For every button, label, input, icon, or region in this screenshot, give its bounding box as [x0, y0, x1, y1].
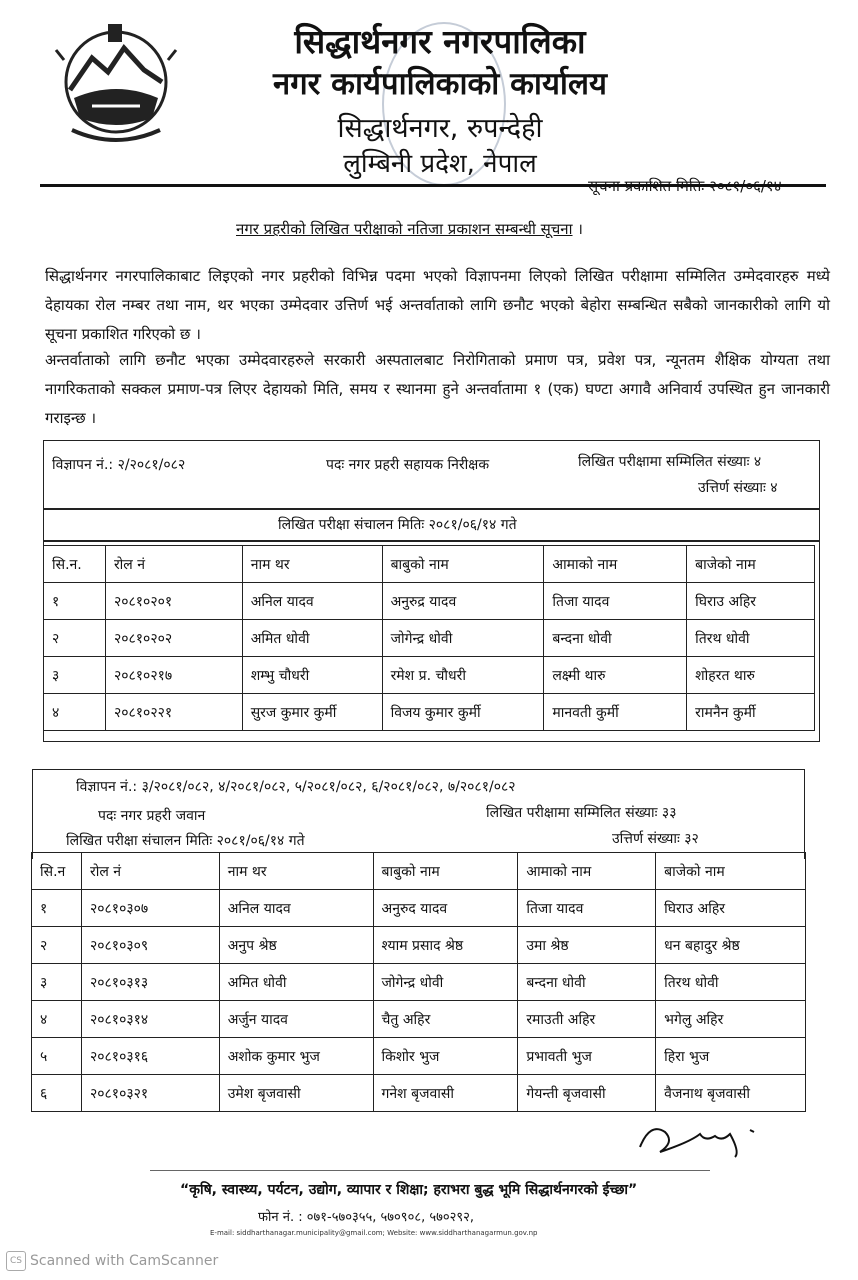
- table-cell: अमित धोवी: [219, 964, 373, 1001]
- table-cell: २: [44, 620, 106, 657]
- footer-divider: [150, 1170, 710, 1171]
- table-cell: बन्दना धोवी: [518, 964, 656, 1001]
- table-cell: सुरज कुमार कुर्मी: [242, 694, 382, 731]
- table-row: [44, 657, 815, 694]
- table1-ad-number: विज्ञापन नं.: २/२०८१/०८२: [52, 457, 186, 473]
- notice-paragraph-1: सिद्धार्थनगर नगरपालिकाबाट लिइएको नगर प्रहरीको विभिन्न पदमा भएको विज्ञापनमा लिएको लिखित परीक्षामा सम्मिलित उम्मेदवारहरु मध्ये देहायका रोल नम्बर तथा नाम, थर भएका उम्मेदवार उत्तिर्ण भई अन्तर्वाताको लागि छनौट भएको बेहोरा सम्बन्धित सबैको जानकारीको लागि यो सूचना प्रकाशित गरिएको छ ।: [45, 267, 830, 343]
- letterhead-district: सिद्धार्थनगर, रुपन्देही: [337, 113, 543, 144]
- table-cell: भगेलु अहिर: [656, 1001, 806, 1038]
- table-cell: ५: [32, 1038, 82, 1075]
- table1-divider: [43, 508, 820, 510]
- table-cell: ४: [32, 1001, 82, 1038]
- table-cell: अनुरुद यादव: [373, 890, 518, 927]
- table-row: [32, 1075, 806, 1112]
- table-cell: गेयन्ती बृजवासी: [518, 1075, 656, 1112]
- table2-appeared-count: लिखित परीक्षामा सम्मिलित संख्याः ३३: [486, 805, 677, 821]
- table-cell: तिजा यादव: [518, 890, 656, 927]
- column-header: रोल नं: [105, 546, 242, 583]
- notice-subject-text: नगर प्रहरीको लिखित परीक्षाको नतिजा प्रकाशन सम्बन्धी सूचना: [236, 220, 573, 238]
- table-cell: प्रभावती भुज: [518, 1038, 656, 1075]
- table-row: [32, 1001, 806, 1038]
- table-cell: अनुप श्रेष्ठ: [219, 927, 373, 964]
- table-cell: जोगेन्द्र धोवी: [382, 620, 544, 657]
- table2-exam-date: लिखित परीक्षा संचालन मितिः २०८१/०६/१४ गते: [66, 833, 305, 849]
- table-cell: अनिल यादव: [219, 890, 373, 927]
- footer-contact: E-mail: siddharthanagar.municipality@gmail.com; Website: www.siddharthanagarmun.gov.np: [210, 1229, 538, 1237]
- table-cell: २०८१०३१३: [81, 964, 219, 1001]
- table-cell: रमाउती अहिर: [518, 1001, 656, 1038]
- table-cell: अनुरुद्र यादव: [382, 583, 544, 620]
- table-cell: २०८१०२२१: [105, 694, 242, 731]
- table-cell: तिरथ धोवी: [687, 620, 815, 657]
- table-cell: ३: [44, 657, 106, 694]
- published-date: सूचना प्रकाशित मितिः २०८१/०६/१४: [588, 177, 782, 195]
- table-cell: तिरथ धोवी: [656, 964, 806, 1001]
- table1-passed-count: उत्तिर्ण संख्याः ४: [698, 480, 778, 496]
- camscanner-text: Scanned with CamScanner: [30, 1253, 219, 1269]
- column-header: बाजेको नाम: [656, 853, 806, 890]
- table-cell: अर्जुन यादव: [219, 1001, 373, 1038]
- table-cell: जोगेन्द्र धोवी: [373, 964, 518, 1001]
- table-cell: विजय कुमार कुर्मी: [382, 694, 544, 731]
- table-cell: घिराउ अहिर: [687, 583, 815, 620]
- table-cell: २०८१०३२१: [81, 1075, 219, 1112]
- column-header: नाम थर: [242, 546, 382, 583]
- table1-divider: [43, 540, 820, 542]
- table-cell: शोहरत थारु: [687, 657, 815, 694]
- notice-paragraph-2: अन्तर्वाताको लागि छनौट भएका उम्मेदवारहरुले सरकारी अस्पतालबाट निरोगिताको प्रमाण पत्र, प्रवेश पत्र, न्यूनतम शैक्षिक योग्यता तथा नागरिकताको सक्कल प्रमाण-पत्र लिएर देहायको मिति, समय र स्थानमा हुने अन्तर्वातामा १ (एक) घण्टा अगावै अनिवार्य उपस्थित हुन जानकारी गराइन्छ ।: [45, 351, 830, 427]
- table-cell: उमा श्रेष्ठ: [518, 927, 656, 964]
- table-row: [44, 583, 815, 620]
- table-cell: हिरा भुज: [656, 1038, 806, 1075]
- table-cell: २०८१०२१७: [105, 657, 242, 694]
- table-cell: शम्भु चौधरी: [242, 657, 382, 694]
- column-header: आमाको नाम: [544, 546, 687, 583]
- table-row: [32, 927, 806, 964]
- table-row: [44, 694, 815, 731]
- table-cell: रामनैन कुर्मी: [687, 694, 815, 731]
- table-cell: धन बहादुर श्रेष्ठ: [656, 927, 806, 964]
- column-header: बाबुको नाम: [382, 546, 544, 583]
- table2-passed-count: उत्तिर्ण संख्याः ३२: [612, 831, 699, 847]
- table-cell: लक्ष्मी थारु: [544, 657, 687, 694]
- letterhead-office: नगर कार्यपालिकाको कार्यालय: [273, 66, 607, 102]
- column-header: आमाको नाम: [518, 853, 656, 890]
- footer-phone: फोन नं. : ०७१-५७०३५५, ५७०९०८, ५७०२९२,: [258, 1210, 475, 1225]
- table-cell: चैतु अहिर: [373, 1001, 518, 1038]
- table-cell: वैजनाथ बृजवासी: [656, 1075, 806, 1112]
- signature: [630, 1112, 780, 1162]
- notice-subject: [236, 219, 583, 239]
- table-cell: १: [44, 583, 106, 620]
- table-cell: तिजा यादव: [544, 583, 687, 620]
- footer-slogan: “कृषि, स्वास्थ्य, पर्यटन, उद्योग, व्यापार र शिक्षा; हराभरा बुद्ध भूमि सिद्धार्थनगरको ईच्छा”: [180, 1182, 638, 1198]
- table-cell: रमेश प्र. चौधरी: [382, 657, 544, 694]
- table-cell: २०८१०२०२: [105, 620, 242, 657]
- table-cell: किशोर भुज: [373, 1038, 518, 1075]
- camscanner-logo-icon: CS: [6, 1251, 26, 1271]
- camscanner-watermark: [0, 1242, 858, 1280]
- table-cell: ४: [44, 694, 106, 731]
- letterhead-province: लुम्बिनी प्रदेश, नेपाल: [343, 149, 537, 179]
- table-cell: श्याम प्रसाद श्रेष्ठ: [373, 927, 518, 964]
- table-cell: २०८१०२०१: [105, 583, 242, 620]
- table2-ad-numbers: विज्ञापन नं.: ३/२०८१/०८२, ४/२०८१/०८२, ५/२०८१/०८२, ६/२०८१/०८२, ७/२०८१/०८२: [76, 779, 516, 795]
- table-cell: २: [32, 927, 82, 964]
- table-cell: अशोक कुमार भुज: [219, 1038, 373, 1075]
- table-row: [32, 1038, 806, 1075]
- column-header: सि.न.: [44, 546, 106, 583]
- table-header-row: [44, 546, 815, 583]
- nepal-emblem-icon: [52, 20, 180, 150]
- notice-subject-end: ।: [572, 220, 583, 238]
- table-cell: २०८१०३०९: [81, 927, 219, 964]
- column-header: बाबुको नाम: [373, 853, 518, 890]
- column-header: नाम थर: [219, 853, 373, 890]
- table-header-row: [32, 853, 806, 890]
- table-cell: मानवती कुर्मी: [544, 694, 687, 731]
- table-cell: २०८१०३१४: [81, 1001, 219, 1038]
- table1-post: पदः नगर प्रहरी सहायक निरीक्षक: [326, 457, 490, 473]
- letterhead-municipality: सिद्धार्थनगर नगरपालिका: [294, 22, 586, 61]
- table-cell: ६: [32, 1075, 82, 1112]
- table-cell: उमेश बृजवासी: [219, 1075, 373, 1112]
- table-row: [32, 964, 806, 1001]
- table2-results: [31, 852, 806, 1112]
- table-cell: गनेश बृजवासी: [373, 1075, 518, 1112]
- column-header: रोल नं: [81, 853, 219, 890]
- table1-results: [43, 545, 815, 731]
- table-cell: घिराउ अहिर: [656, 890, 806, 927]
- column-header: सि.न: [32, 853, 82, 890]
- table-cell: २०८१०३०७: [81, 890, 219, 927]
- table-cell: बन्दना धोवी: [544, 620, 687, 657]
- table2-post: पदः नगर प्रहरी जवान: [98, 808, 206, 824]
- table-cell: अनिल यादव: [242, 583, 382, 620]
- table-cell: १: [32, 890, 82, 927]
- table-cell: अमित धोवी: [242, 620, 382, 657]
- table1-appeared-count: लिखित परीक्षामा सम्मिलित संख्याः ४: [578, 454, 762, 470]
- table-row: [44, 620, 815, 657]
- table-cell: ३: [32, 964, 82, 1001]
- table-row: [32, 890, 806, 927]
- column-header: बाजेको नाम: [687, 546, 815, 583]
- table1-exam-date: लिखित परीक्षा संचालन मितिः २०८१/०६/१४ गते: [278, 517, 517, 533]
- table-cell: २०८१०३१६: [81, 1038, 219, 1075]
